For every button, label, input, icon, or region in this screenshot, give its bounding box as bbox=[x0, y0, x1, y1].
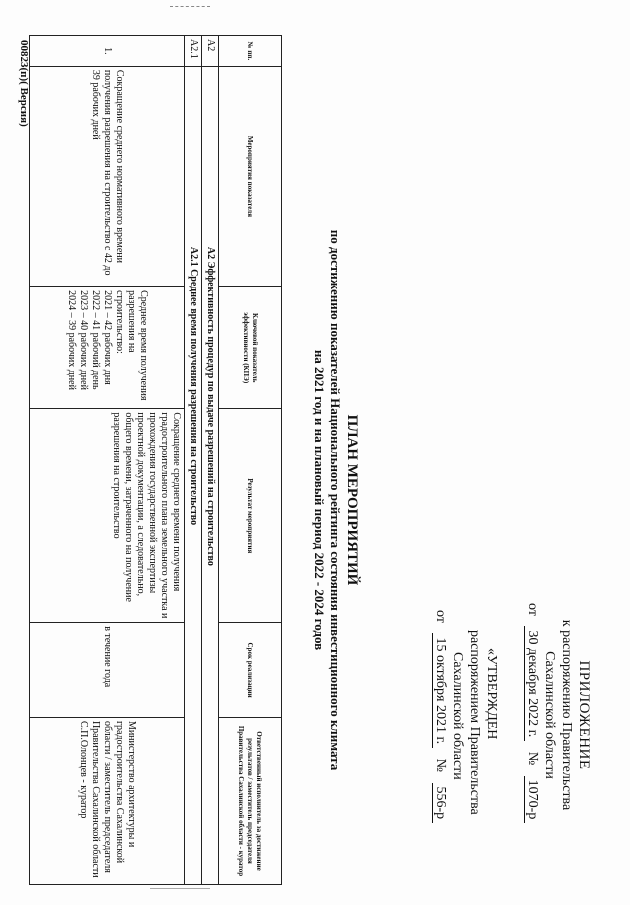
table-row bbox=[30, 36, 185, 885]
table-header-row bbox=[219, 36, 282, 885]
approved-title: «УТВЕРЖДЕН bbox=[484, 648, 499, 740]
row-result: Сокращение среднего времени получения градостроительного плана земельного участка и прохождения государственной экспертизы проектной документации, а следовательно, общего времени, затраченного на получение разрешения на строительство bbox=[30, 409, 185, 623]
subsection-code: А2.1 bbox=[185, 36, 202, 67]
appendix-from-label: от bbox=[525, 603, 540, 616]
kpi-line: 2024 – 39 рабочих дней bbox=[66, 290, 77, 390]
row-responsible: Министерство архитектуры и градостроительства Сахалинской области / заместитель председателя Правительства Сахалинской области С.П.Олонцев - куратор bbox=[30, 717, 185, 884]
appendix-line1: к распоряжению Правительства bbox=[559, 619, 574, 811]
approved-no-label: № bbox=[433, 758, 448, 773]
approved-from-label: от bbox=[433, 610, 448, 623]
appendix-date-line bbox=[524, 585, 541, 845]
appendix-title: ПРИЛОЖЕНИЕ bbox=[576, 660, 592, 770]
version-stamp: 00823(п)( Версия) bbox=[18, 40, 30, 127]
approved-date-line bbox=[432, 610, 449, 860]
subsection-row-a21 bbox=[185, 36, 202, 885]
section-code: А2 bbox=[202, 36, 219, 67]
row-measure: Сокращение среднего нормативного времени получения разрешения на строительство с 42 до 39 рабочих дней bbox=[30, 66, 185, 286]
appendix-number: 1070-р bbox=[524, 776, 539, 824]
section-title: А2 Эффективность процедур по выдаче разрешений на строительство bbox=[202, 66, 219, 884]
col-header-result: Результат мероприятия bbox=[219, 409, 282, 623]
row-number: 1. bbox=[30, 36, 185, 67]
kpi-line: Среднее время получения разрешения на строительство: bbox=[114, 290, 149, 401]
kpi-line: 2021 – 42 рабочих дня bbox=[102, 290, 113, 385]
col-header-kpi: Ключевой показатель эффективности (КПЭ) bbox=[219, 287, 282, 409]
col-header-measures: Мероприятия показателя bbox=[219, 66, 282, 286]
approved-line1: распоряжением Правительства bbox=[467, 630, 482, 815]
plan-subtitle-1: по достижению показателей Национального рейтинга состояния инвестиционного климата bbox=[328, 229, 343, 771]
appendix-date: 30 декабря 2022 г. bbox=[524, 626, 539, 741]
plan-title: ПЛАН МЕРОПРИЯТИЙ bbox=[344, 414, 360, 586]
section-row-a2 bbox=[202, 36, 219, 885]
kpi-line: 2022 – 41 рабочий день bbox=[90, 290, 101, 390]
measures-table bbox=[29, 35, 282, 885]
approved-date: 15 октября 2021 г. bbox=[432, 633, 447, 748]
approved-line2: Сахалинской области bbox=[450, 652, 465, 780]
approved-number: 556-р bbox=[432, 783, 447, 824]
appendix-line2: Сахалинской области bbox=[542, 651, 557, 779]
row-kpi bbox=[30, 287, 185, 409]
approved-block bbox=[432, 610, 500, 860]
plan-heading bbox=[311, 150, 360, 850]
col-header-term: Срок реализации bbox=[219, 623, 282, 718]
appendix-no-label: № bbox=[525, 751, 540, 766]
subsection-title: А2.1 Среднее время получения разрешения на строительство bbox=[185, 66, 202, 884]
row-term: в течение года bbox=[30, 623, 185, 718]
col-header-responsible: Ответственный исполнитель за достижение результатов / заместитель председателя Правительства Сахалинской области - куратор bbox=[219, 717, 282, 884]
col-header-num: № пп. bbox=[219, 36, 282, 67]
kpi-line: 2023 – 40 рабочих дней bbox=[78, 290, 89, 390]
appendix-block bbox=[524, 585, 592, 845]
plan-subtitle-2: на 2021 год и на плановый период 2022 - 2024 годов bbox=[312, 349, 327, 651]
